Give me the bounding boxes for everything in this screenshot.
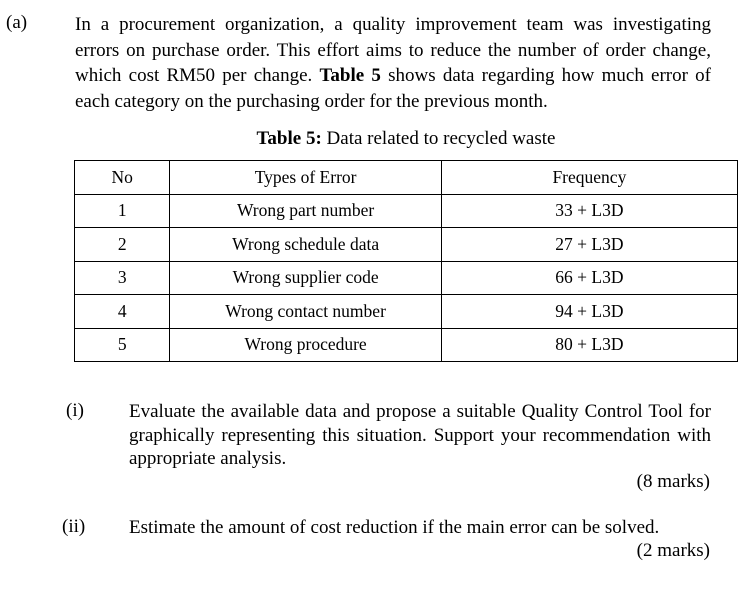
table-caption: [72, 128, 740, 150]
question-i-marks: (8 marks): [636, 471, 710, 492]
row-frequency: 33 + L3D: [441, 194, 737, 228]
question-i-number: (i): [66, 400, 84, 421]
table-row: [75, 228, 738, 262]
intro-table-reference: Table 5: [319, 65, 381, 86]
row-no: 4: [75, 295, 170, 329]
header-frequency: Frequency: [441, 161, 737, 195]
table-row: [75, 295, 738, 329]
row-error-type: Wrong procedure: [170, 328, 441, 362]
row-no: 2: [75, 228, 170, 262]
row-no: 3: [75, 261, 170, 295]
row-frequency: 27 + L3D: [441, 228, 737, 262]
question-ii-marks: (2 marks): [636, 540, 710, 561]
table-header-row: [75, 161, 738, 195]
intro-paragraph: [75, 12, 711, 114]
intro-text-start: In a procurement organization, a quality improvement team was investigating errors on purchase order. This effort aims to reduce the number of order change, which cost RM50 per change.: [75, 14, 711, 86]
table-row: [75, 328, 738, 362]
row-error-type: Wrong schedule data: [170, 228, 441, 262]
row-error-type: Wrong supplier code: [170, 261, 441, 295]
question-i-text: Evaluate the available data and propose a suitable Quality Control Tool for graphically representing this situation. Support your recommendation with appropriate analysis.: [129, 401, 711, 469]
header-types-of-error: Types of Error: [170, 161, 441, 195]
row-frequency: 80 + L3D: [441, 328, 737, 362]
row-error-type: Wrong part number: [170, 194, 441, 228]
row-frequency: 66 + L3D: [441, 261, 737, 295]
table-row: [75, 261, 738, 295]
row-no: 1: [75, 194, 170, 228]
row-no: 5: [75, 328, 170, 362]
row-error-type: Wrong contact number: [170, 295, 441, 329]
question-ii-number: (ii): [62, 516, 86, 537]
question-ii-text: Estimate the amount of cost reduction if the main error can be solved.: [129, 517, 660, 538]
table-caption-text: Data related to recycled waste: [321, 128, 556, 149]
row-frequency: 94 + L3D: [441, 295, 737, 329]
intro-text-end: shows data regarding how much error of each category on the purchasing order for the previous month.: [75, 65, 711, 112]
header-no: No: [75, 161, 170, 195]
part-label: (a): [6, 12, 28, 33]
table-caption-label: Table 5:: [256, 128, 322, 149]
table-row: [75, 194, 738, 228]
error-data-table: [74, 160, 738, 362]
